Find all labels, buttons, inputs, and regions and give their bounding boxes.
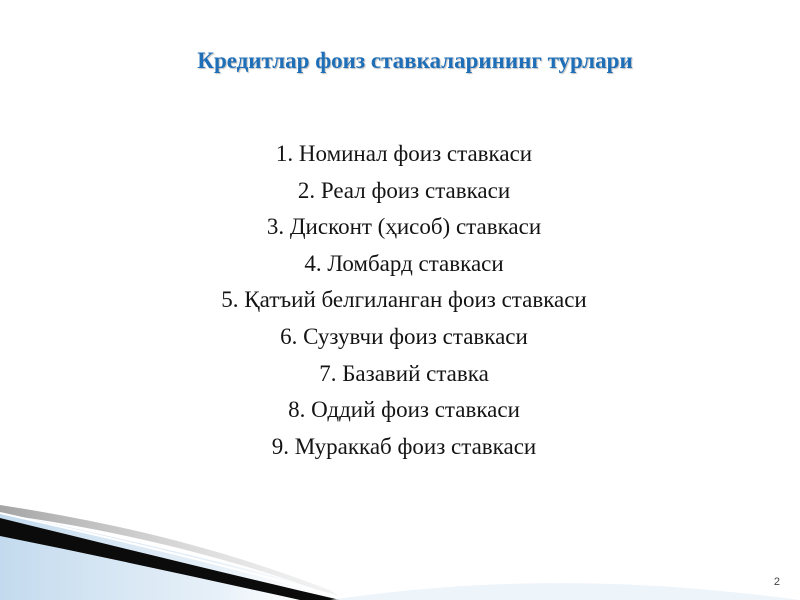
list-item: 2. Реал фоиз ставкаси	[297, 177, 511, 203]
list-item: 3. Дисконт (ҳисоб) ставкаси	[266, 214, 542, 240]
list-item: 8. Оддий фоиз ставкаси	[288, 397, 520, 423]
list-item: 9. Мураккаб фоиз ставкаси	[271, 433, 537, 459]
list-item: 5. Қатъий белгиланган фоиз ставкаси	[221, 287, 587, 313]
list-item: 6. Сузувчи фоиз ставкаси	[280, 323, 528, 349]
list-item: 1. Номинал фоиз ставкаси	[275, 141, 533, 166]
list-item: 7. Базавий ставка	[319, 360, 489, 386]
slide-title: Кредитлар фоиз ставкаларининг турлари	[197, 48, 633, 73]
page-number: 2	[773, 576, 780, 588]
swoosh-right-band	[330, 583, 800, 600]
list-item: 4. Ломбард ставкаси	[304, 250, 504, 276]
rate-types-list	[0, 136, 800, 465]
